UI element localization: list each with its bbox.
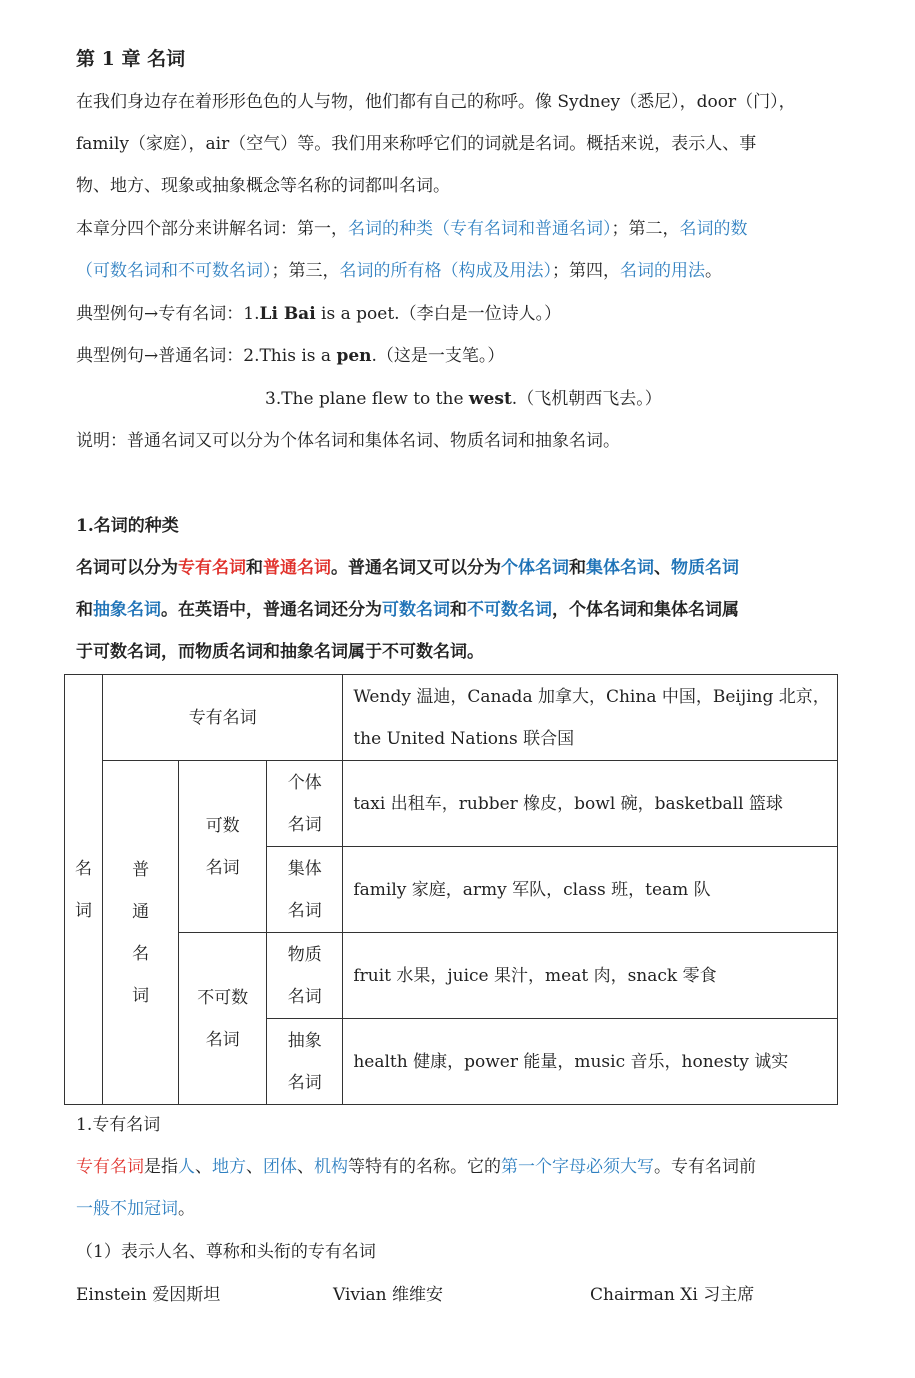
outline-line-1 xyxy=(76,217,748,241)
type-collective-2: 名词 xyxy=(287,900,322,921)
type-individual-1: 个体 xyxy=(287,772,322,793)
proper-examples-cell xyxy=(343,675,838,761)
example-proper-num: 1. xyxy=(243,304,260,324)
def-place: 地方 xyxy=(212,1157,246,1177)
examples-collective: family 家庭，army 军队，class 班，team 队 xyxy=(343,847,838,933)
def-no-article: 一般不加冠词 xyxy=(76,1199,178,1219)
example-common-label: 典型例句→普通名词： xyxy=(76,346,244,366)
outline-part-4: 名词的用法 xyxy=(620,261,705,281)
outline-sep-4: ；第四， xyxy=(552,261,620,281)
common-char-3: 名 xyxy=(132,943,150,964)
outline-end: 。 xyxy=(705,261,722,281)
p2-e: 和 xyxy=(450,600,467,620)
p1-material-noun: 物质名词 xyxy=(671,558,739,578)
proper-noun-cell: 专有名词 xyxy=(103,675,343,761)
type-cell-individual xyxy=(267,761,343,847)
def-n: 。 xyxy=(178,1199,195,1219)
def-d: 、 xyxy=(195,1157,212,1177)
common-noun-cell xyxy=(103,761,179,1105)
type-abstract-2: 名词 xyxy=(287,1072,322,1093)
p1-collective-noun: 集体名词 xyxy=(586,558,654,578)
countable-line-1: 可数 xyxy=(205,815,240,836)
p1-individual-noun: 个体名词 xyxy=(501,558,569,578)
example-proper-rest: is a poet.（李白是一位诗人。） xyxy=(315,304,562,324)
intro-line-3: 物、地方、现象或抽象概念等名称的词都叫名词。 xyxy=(76,176,450,196)
proper-examples-line-2: the United Nations 联合国 xyxy=(353,728,575,749)
type-individual-2: 名词 xyxy=(287,814,322,835)
type-material-2: 名词 xyxy=(287,986,322,1007)
common-char-2: 通 xyxy=(132,901,150,922)
countable-line-2: 名词 xyxy=(205,857,240,878)
outline-prefix: 本章分四个部分来讲解名词：第一， xyxy=(76,219,348,239)
type-abstract-1: 抽象 xyxy=(287,1030,322,1051)
uncountable-cell xyxy=(179,933,267,1105)
note: 说明：普通名词又可以分为个体名词和集体名词、物质名词和抽象名词。 xyxy=(76,431,620,451)
outline-line-2 xyxy=(76,259,722,283)
p1-i: 、 xyxy=(654,558,671,578)
p2-a: 和 xyxy=(76,600,93,620)
definition-line-1 xyxy=(76,1155,756,1179)
p1-e: 。普通名词又可以分为 xyxy=(331,558,501,578)
def-proper-noun: 专有名词 xyxy=(76,1157,144,1177)
outline-sep-2: ；第二， xyxy=(611,219,680,239)
item-1-heading: （1）表示人名、尊称和头衔的专有名词 xyxy=(76,1242,376,1262)
definition-line-2 xyxy=(76,1197,195,1221)
example-common2-rest: .（这是一支笔。） xyxy=(371,346,505,366)
subsection-title: 1.专有名词 xyxy=(76,1115,161,1135)
root-char-2: 词 xyxy=(75,900,93,921)
uncountable-line-2: 名词 xyxy=(205,1029,240,1050)
noun-classification-table xyxy=(64,674,838,1105)
def-l: 。专有名词前 xyxy=(654,1157,756,1177)
uncountable-line-1: 不可数 xyxy=(197,987,249,1008)
def-h: 、 xyxy=(297,1157,314,1177)
intro-line-1: 在我们身边存在着形形色色的人与物，他们都有自己的称呼。像 Sydney（悉尼），door（门）， xyxy=(76,92,796,112)
outline-part-2b: （可数名词和不可数名词） xyxy=(76,261,272,281)
examples-material: fruit 水果，juice 果汁，meat 肉，snack 零食 xyxy=(343,933,838,1019)
example-common-3 xyxy=(265,387,662,411)
def-person: 人 xyxy=(178,1157,195,1177)
example-common3-pre: 3.The plane flew to the xyxy=(265,389,469,409)
def-b: 是指 xyxy=(144,1157,178,1177)
section-para-1 xyxy=(76,556,739,580)
p1-g: 和 xyxy=(569,558,586,578)
name-example-3: Chairman Xi 习主席 xyxy=(590,1285,755,1305)
p2-uncountable-noun: 不可数名词 xyxy=(467,600,552,620)
outline-sep-3: ；第三， xyxy=(271,261,340,281)
example-common-2 xyxy=(76,344,504,368)
example-common3-bold: west xyxy=(468,389,512,409)
type-material-1: 物质 xyxy=(287,944,322,965)
example-common2-pre: 2.This is a xyxy=(243,346,337,366)
type-cell-abstract xyxy=(267,1019,343,1105)
common-char-4: 词 xyxy=(132,985,150,1006)
section-title: 1.名词的种类 xyxy=(76,516,179,536)
examples-abstract: health 健康，power 能量，music 音乐，honesty 诚实 xyxy=(343,1019,838,1105)
intro-line-2: family（家庭），air（空气）等。我们用来称呼它们的词就是名词。概括来说，表示人、事 xyxy=(76,134,757,154)
table-root-cell xyxy=(65,675,103,1105)
type-cell-material xyxy=(267,933,343,1019)
p1-proper-noun: 专有名词 xyxy=(178,558,246,578)
def-capital-rule: 第一个字母必须大写 xyxy=(501,1157,654,1177)
section-para-3: 于可数名词，而物质名词和抽象名词属于不可数名词。 xyxy=(76,642,484,662)
root-char-1: 名 xyxy=(75,858,93,879)
example-proper xyxy=(76,302,561,326)
countable-cell xyxy=(179,761,267,933)
p2-c: 。在英语中，普通名词还分为 xyxy=(161,600,382,620)
p1-a: 名词可以分为 xyxy=(76,558,178,578)
examples-individual: taxi 出租车，rubber 橡皮，bowl 碗，basketball 篮球 xyxy=(343,761,838,847)
proper-examples-line-1: Wendy 温迪，Canada 加拿大，China 中国，Beijing 北京， xyxy=(353,686,830,707)
p2-g: ，个体名词和集体名词属 xyxy=(552,600,739,620)
example-proper-label: 典型例句→专有名词： xyxy=(76,304,244,324)
example-common3-rest: .（飞机朝西飞去。） xyxy=(511,389,662,409)
outline-part-3: 名词的所有格（构成及用法） xyxy=(339,261,552,281)
type-collective-1: 集体 xyxy=(287,858,322,879)
section-para-2 xyxy=(76,598,739,622)
outline-part-1: 名词的种类（专有名词和普通名词） xyxy=(348,219,612,239)
p1-c: 和 xyxy=(246,558,263,578)
def-organization: 机构 xyxy=(314,1157,348,1177)
chapter-title: 第 1 章 名词 xyxy=(76,48,186,70)
name-example-2: Vivian 维维安 xyxy=(333,1285,443,1305)
p2-abstract-noun: 抽象名词 xyxy=(93,600,161,620)
outline-part-2a: 名词的数 xyxy=(679,219,748,239)
def-group: 团体 xyxy=(263,1157,297,1177)
example-proper-bold: Li Bai xyxy=(259,304,316,324)
example-common2-bold: pen xyxy=(336,346,372,366)
def-j: 等特有的名称。它的 xyxy=(348,1157,501,1177)
def-f: 、 xyxy=(246,1157,263,1177)
p2-countable-noun: 可数名词 xyxy=(382,600,450,620)
type-cell-collective xyxy=(267,847,343,933)
common-char-1: 普 xyxy=(132,859,150,880)
name-example-1: Einstein 爱因斯坦 xyxy=(76,1285,221,1305)
p1-common-noun: 普通名词 xyxy=(263,558,331,578)
